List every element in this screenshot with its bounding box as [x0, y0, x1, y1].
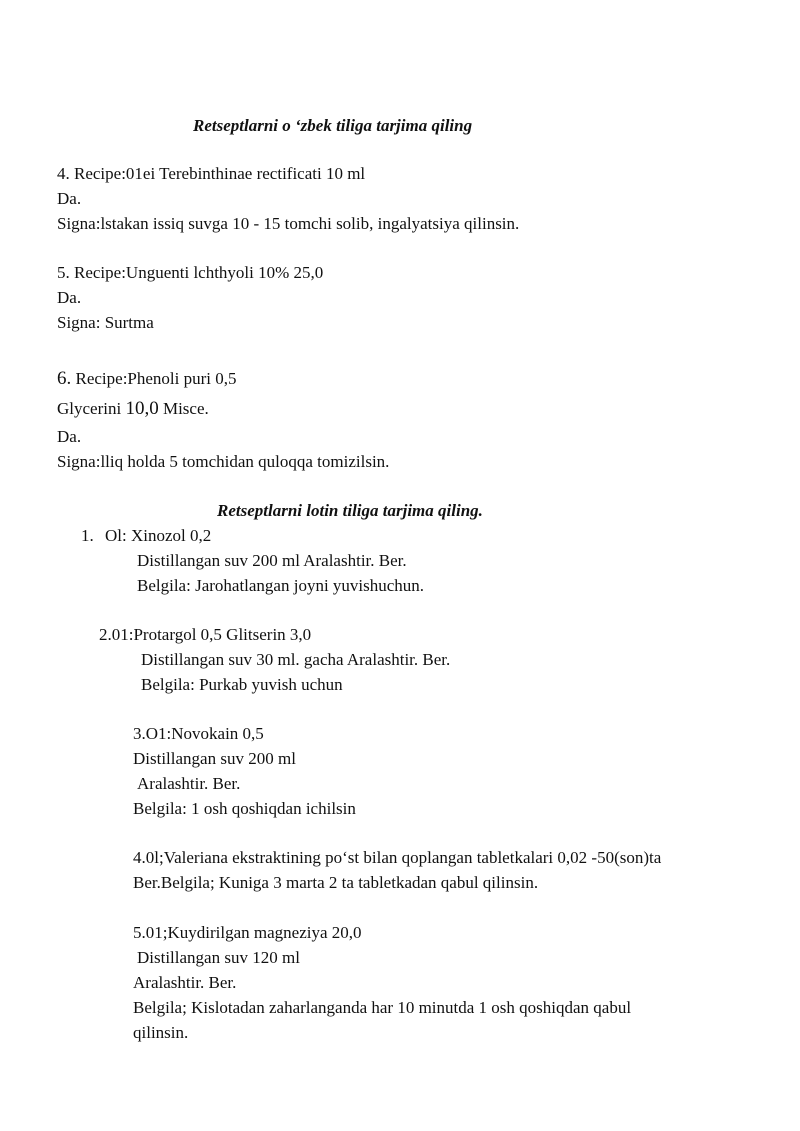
recipe-6	[57, 369, 237, 389]
latin-item-1-line2: Distillangan suv 200 ml Aralashtir. Ber.	[137, 551, 407, 570]
recipe-5-da: Da.	[57, 288, 82, 307]
latin-item-2-line2: Distillangan suv 30 ml. gacha Aralashtir. Ber.	[141, 650, 451, 669]
latin-item-3-line4: Belgila: 1 osh qoshiqdan ichilsin	[133, 799, 356, 818]
latin-item-5-line5: qilinsin.	[133, 1023, 189, 1042]
recipe-5: 5. Recipe:Unguenti lchthyoli 10% 25,0	[57, 263, 324, 282]
recipe-6-da: Da.	[57, 427, 82, 446]
latin-item-1-line1: Ol: Xinozol 0,2	[105, 526, 212, 545]
latin-item-3-line1: 3.O1:Novokain 0,5	[133, 724, 264, 743]
glycerini-label: Glycerini	[57, 399, 126, 418]
recipe-6-signa: Signa:lliq holda 5 tomchidan quloqqa tomizilsin.	[57, 452, 390, 471]
heading-uzbek: Retseptlarni o ‘zbek tiliga tarjima qiling	[193, 116, 473, 135]
recipe-6-number: 6.	[57, 368, 72, 389]
recipe-5-signa: Signa: Surtma	[57, 313, 154, 332]
latin-item-2-line1: 2.01:Protargol 0,5 Glitserin 3,0	[99, 625, 312, 644]
latin-item-3-line3: Aralashtir. Ber.	[137, 774, 241, 793]
heading-latin: Retseptlarni lotin tiliga tarjima qiling.	[217, 501, 483, 520]
latin-item-2-line3: Belgila: Purkab yuvish uchun	[141, 675, 343, 694]
recipe-6-text: Recipe:Phenoli puri 0,5	[71, 369, 237, 388]
latin-item-5-line2: Distillangan suv 120 ml	[137, 948, 300, 967]
latin-item-5-line3: Aralashtir. Ber.	[133, 973, 237, 992]
latin-item-4-line2: Ber.Belgila; Kuniga 3 marta 2 ta tabletkadan qabul qilinsin.	[133, 873, 539, 892]
latin-item-5-line4: Belgila; Kislotadan zaharlanganda har 10 minutda 1 osh qoshiqdan qabul	[133, 998, 632, 1017]
recipe-4: 4. Recipe:01ei Terebinthinae rectificati 10 ml	[57, 164, 366, 183]
latin-item-1-line3: Belgila: Jarohatlangan joyni yuvishuchun.	[137, 576, 425, 595]
recipe-6-glycerini	[57, 399, 209, 419]
glycerini-amount: 10,0	[125, 398, 159, 419]
latin-item-1-number: 1.	[81, 526, 94, 545]
latin-item-4-line1: 4.0l;Valeriana ekstraktining po‘st bilan qoplangan tabletkalari 0,02 -50(son)ta	[133, 848, 662, 867]
recipe-4-da: Da.	[57, 189, 82, 208]
latin-item-5-line1: 5.01;Kuydirilgan magneziya 20,0	[133, 923, 362, 942]
glycerini-misce: Misce.	[158, 399, 209, 418]
latin-item-3-line2: Distillangan suv 200 ml	[133, 749, 296, 768]
recipe-4-signa: Signa:lstakan issiq suvga 10 - 15 tomchi solib, ingalyatsiya qilinsin.	[57, 214, 520, 233]
